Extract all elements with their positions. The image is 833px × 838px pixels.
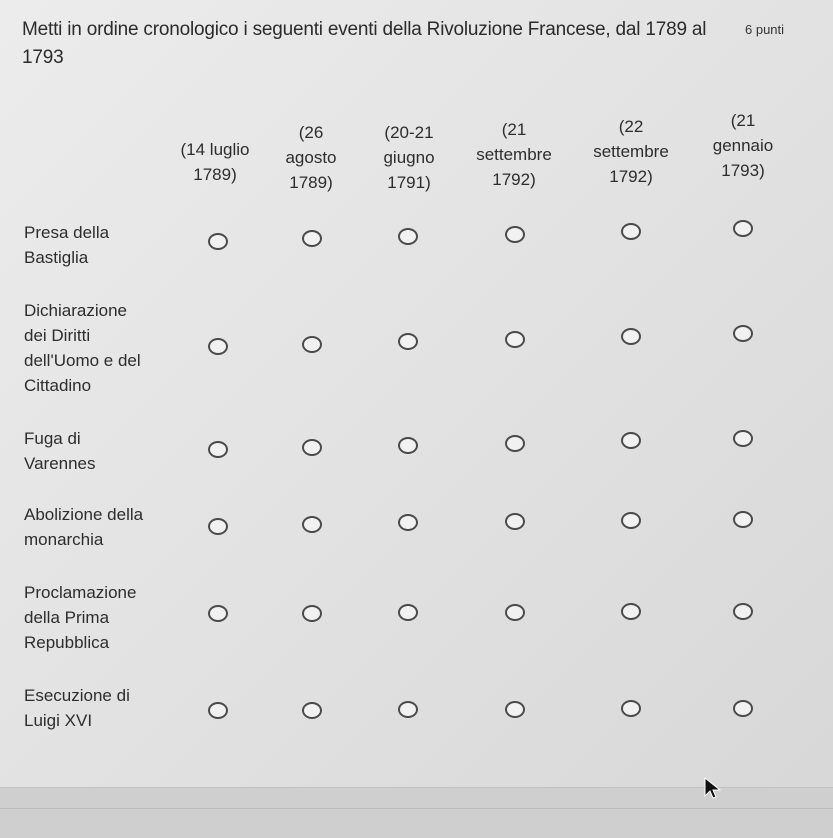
- col-header-1: (14 luglio 1789): [180, 140, 250, 184]
- radio-r2-c2[interactable]: [302, 336, 322, 353]
- radio-r6-c5[interactable]: [621, 700, 641, 717]
- col-header-6: (21 gennaio 1793): [712, 111, 774, 180]
- radio-r3-c1[interactable]: [208, 441, 228, 458]
- row-label-2: Dichiarazione dei Diritti dell'Uomo e del Cittadino: [24, 301, 141, 395]
- row-label-6: Esecuzione di Luigi XVI: [24, 686, 130, 730]
- radio-r5-c6[interactable]: [733, 603, 753, 620]
- radio-r5-c3[interactable]: [398, 604, 418, 621]
- radio-r4-c1[interactable]: [208, 518, 228, 535]
- radio-r3-c2[interactable]: [302, 439, 322, 456]
- radio-r6-c3[interactable]: [398, 701, 418, 718]
- radio-r6-c1[interactable]: [208, 702, 228, 719]
- col-header-2: (26 agosto 1789): [285, 123, 337, 192]
- radio-r4-c5[interactable]: [621, 512, 641, 529]
- radio-r1-c4[interactable]: [505, 226, 525, 243]
- radio-r1-c2[interactable]: [302, 230, 322, 247]
- radio-r5-c5[interactable]: [621, 603, 641, 620]
- radio-r5-c1[interactable]: [208, 605, 228, 622]
- radio-r1-c6[interactable]: [733, 220, 753, 237]
- radio-r2-c6[interactable]: [733, 325, 753, 342]
- radio-r3-c5[interactable]: [621, 432, 641, 449]
- radio-r6-c2[interactable]: [302, 702, 322, 719]
- radio-r2-c4[interactable]: [505, 331, 525, 348]
- radio-r3-c3[interactable]: [398, 437, 418, 454]
- row-label-5: Proclamazione della Prima Repubblica: [24, 583, 137, 652]
- radio-r2-c1[interactable]: [208, 338, 228, 355]
- row-label-3: Fuga di Varennes: [24, 429, 96, 473]
- radio-r5-c2[interactable]: [302, 605, 322, 622]
- radio-r5-c4[interactable]: [505, 604, 525, 621]
- radio-r3-c6[interactable]: [733, 430, 753, 447]
- radio-r1-c3[interactable]: [398, 228, 418, 245]
- mouse-pointer-icon: [703, 776, 723, 800]
- radio-r2-c5[interactable]: [621, 328, 641, 345]
- radio-r6-c6[interactable]: [733, 700, 753, 717]
- row-label-4: Abolizione della monarchia: [24, 505, 144, 549]
- radio-r3-c4[interactable]: [505, 435, 525, 452]
- col-header-4: (21 settembre 1792): [476, 120, 552, 189]
- radio-r4-c4[interactable]: [505, 513, 525, 530]
- radio-r1-c1[interactable]: [208, 233, 228, 250]
- points-label: 6 punti: [745, 22, 785, 37]
- radio-r2-c3[interactable]: [398, 333, 418, 350]
- row-label-1: Presa della Bastiglia: [24, 223, 110, 267]
- radio-r4-c2[interactable]: [302, 516, 322, 533]
- question-title: Metti in ordine cronologico i seguenti eventi della Rivoluzione Francese, dal 1789 al 1793: [22, 19, 707, 68]
- radio-r6-c4[interactable]: [505, 701, 525, 718]
- bottom-divider: [0, 808, 833, 809]
- radio-r4-c3[interactable]: [398, 514, 418, 531]
- radio-r1-c5[interactable]: [621, 223, 641, 240]
- col-header-3: (20-21 giugno 1791): [383, 123, 435, 192]
- radio-r4-c6[interactable]: [733, 511, 753, 528]
- col-header-5: (22 settembre 1792): [593, 117, 669, 186]
